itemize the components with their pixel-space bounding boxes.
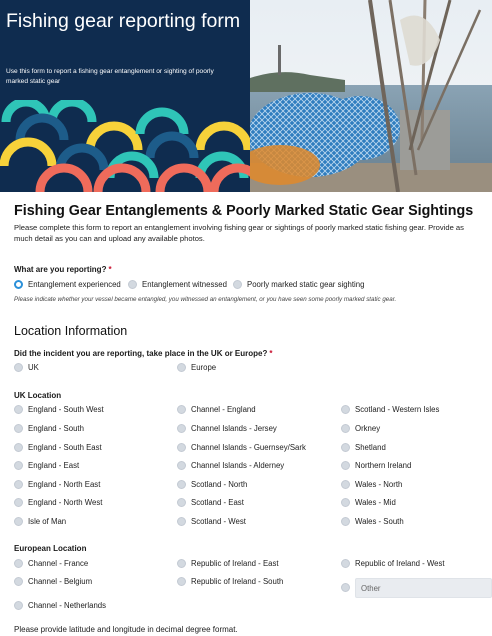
radio-icon bbox=[341, 498, 350, 507]
radio-uk-location[interactable] bbox=[341, 424, 380, 433]
radio-icon bbox=[177, 363, 186, 372]
header-banner bbox=[0, 0, 492, 192]
radio-uk-location[interactable] bbox=[14, 480, 100, 489]
radio-icon bbox=[177, 443, 186, 452]
option-label: Scotland - East bbox=[191, 498, 244, 507]
option-label: England - South East bbox=[28, 443, 102, 452]
radio-icon bbox=[341, 424, 350, 433]
radio-uk-location[interactable] bbox=[341, 480, 402, 489]
radio-icon bbox=[341, 517, 350, 526]
radio-uk-location[interactable] bbox=[14, 424, 84, 433]
radio-eu-other[interactable] bbox=[341, 583, 355, 592]
option-label: Wales - Mid bbox=[355, 498, 396, 507]
radio-region-uk[interactable] bbox=[14, 363, 39, 372]
radio-uk-location[interactable] bbox=[177, 443, 306, 452]
location-section-title: Location Information bbox=[14, 324, 128, 338]
radio-icon bbox=[341, 461, 350, 470]
option-label: UK bbox=[28, 363, 39, 372]
radio-icon bbox=[128, 280, 137, 289]
radio-icon bbox=[177, 424, 186, 433]
radio-icon bbox=[14, 480, 23, 489]
radio-icon bbox=[14, 424, 23, 433]
option-label: Northern Ireland bbox=[355, 461, 412, 470]
option-label: Channel Islands - Guernsey/Sark bbox=[191, 443, 306, 452]
uk-location-title: UK Location bbox=[14, 391, 62, 400]
radio-icon bbox=[177, 577, 186, 586]
option-label: Wales - South bbox=[355, 517, 404, 526]
radio-icon bbox=[14, 517, 23, 526]
banner-title: Fishing gear reporting form bbox=[6, 10, 241, 32]
radio-icon bbox=[14, 577, 23, 586]
radio-icon bbox=[177, 498, 186, 507]
radio-uk-location[interactable] bbox=[14, 405, 104, 414]
required-marker: * bbox=[108, 265, 112, 274]
option-label: Channel Islands - Alderney bbox=[191, 461, 285, 470]
radio-uk-location[interactable] bbox=[177, 461, 284, 470]
radio-region-europe[interactable] bbox=[177, 363, 216, 372]
radio-icon bbox=[14, 601, 23, 610]
region-question bbox=[14, 349, 273, 358]
option-label: Isle of Man bbox=[28, 517, 67, 526]
radio-icon bbox=[177, 480, 186, 489]
radio-uk-location[interactable] bbox=[14, 517, 66, 526]
radio-uk-location[interactable] bbox=[341, 498, 396, 507]
radio-icon bbox=[341, 480, 350, 489]
radio-icon bbox=[14, 363, 23, 372]
radio-icon bbox=[14, 498, 23, 507]
option-label: England - South West bbox=[28, 405, 104, 414]
reporting-help-text: Please indicate whether your vessel became entangled, you witnessed an entanglement, or you have seen some poorly marked static gear. bbox=[14, 296, 397, 303]
option-label: Scotland - West bbox=[191, 517, 246, 526]
option-label: Orkney bbox=[355, 424, 381, 433]
radio-eu-location[interactable] bbox=[14, 601, 106, 610]
radio-eu-location[interactable] bbox=[177, 559, 279, 568]
radio-eu-location[interactable] bbox=[14, 577, 92, 586]
harbour-photo bbox=[250, 0, 492, 192]
reporting-question-label: What are you reporting? bbox=[14, 265, 107, 274]
radio-eu-location[interactable] bbox=[177, 577, 283, 586]
radio-uk-location[interactable] bbox=[14, 443, 102, 452]
option-label: Republic of Ireland - East bbox=[191, 559, 279, 568]
region-question-label: Did the incident you are reporting, take place in the UK or Europe? bbox=[14, 349, 268, 358]
reporting-question bbox=[14, 265, 112, 274]
option-label: England - North East bbox=[28, 480, 101, 489]
radio-uk-location[interactable] bbox=[177, 480, 247, 489]
required-marker: * bbox=[269, 349, 273, 358]
page-title: Fishing Gear Entanglements & Poorly Marked Static Gear Sightings bbox=[14, 203, 474, 219]
option-label: Republic of Ireland - West bbox=[355, 559, 445, 568]
option-label: Wales - North bbox=[355, 480, 403, 489]
radio-icon bbox=[177, 461, 186, 470]
radio-uk-location[interactable] bbox=[14, 498, 102, 507]
option-label: England - East bbox=[28, 461, 80, 470]
radio-eu-location[interactable] bbox=[14, 559, 88, 568]
radio-icon bbox=[14, 461, 23, 470]
radio-uk-location[interactable] bbox=[341, 517, 404, 526]
radio-icon bbox=[14, 405, 23, 414]
radio-uk-location[interactable] bbox=[177, 424, 277, 433]
option-label: Entanglement experienced bbox=[28, 280, 121, 289]
radio-uk-location[interactable] bbox=[341, 443, 386, 452]
option-label: England - South bbox=[28, 424, 84, 433]
europe-location-title: European Location bbox=[14, 544, 87, 553]
option-label: England - North West bbox=[28, 498, 103, 507]
option-label: Channel - France bbox=[28, 559, 89, 568]
radio-uk-location[interactable] bbox=[14, 461, 79, 470]
radio-uk-location[interactable] bbox=[177, 517, 246, 526]
radio-poorly-marked-gear[interactable] bbox=[233, 280, 364, 289]
radio-uk-location[interactable] bbox=[341, 461, 411, 470]
radio-uk-location[interactable] bbox=[341, 405, 439, 414]
radio-entanglement-witnessed[interactable] bbox=[128, 280, 227, 289]
option-label: Channel - England bbox=[191, 405, 256, 414]
wave-pattern bbox=[0, 100, 260, 192]
radio-icon bbox=[341, 405, 350, 414]
other-location-input[interactable] bbox=[355, 578, 492, 598]
option-label: Scotland - Western Isles bbox=[355, 405, 440, 414]
radio-icon bbox=[14, 559, 23, 568]
banner-panel bbox=[0, 0, 260, 192]
radio-uk-location[interactable] bbox=[177, 498, 244, 507]
radio-icon bbox=[233, 280, 242, 289]
option-label: Channel - Belgium bbox=[28, 577, 93, 586]
option-label: Shetland bbox=[355, 443, 386, 452]
radio-icon bbox=[341, 583, 350, 592]
radio-icon bbox=[177, 517, 186, 526]
option-label: Republic of Ireland - South bbox=[191, 577, 284, 586]
latlong-instruction: Please provide latitude and longitude in decimal degree format. bbox=[14, 625, 238, 634]
radio-selected-icon bbox=[14, 280, 23, 289]
radio-icon bbox=[177, 559, 186, 568]
option-label: Entanglement witnessed bbox=[142, 280, 227, 289]
option-label: Scotland - North bbox=[191, 480, 248, 489]
radio-icon bbox=[177, 405, 186, 414]
option-label: Channel Islands - Jersey bbox=[191, 424, 277, 433]
option-label: Channel - Netherlands bbox=[28, 601, 107, 610]
radio-icon bbox=[14, 443, 23, 452]
option-label: Europe bbox=[191, 363, 217, 372]
radio-icon bbox=[341, 559, 350, 568]
radio-icon bbox=[341, 443, 350, 452]
radio-uk-location[interactable] bbox=[177, 405, 256, 414]
banner-subtitle: Use this form to report a fishing gear entanglement or sighting of poorly marked static gear bbox=[6, 68, 214, 85]
radio-entanglement-experienced[interactable] bbox=[14, 280, 121, 289]
intro-text: Please complete this form to report an entanglement involving fishing gear or sightings of poorly marked static fishing gear. Provide as much detail as you can and upload any available photos. bbox=[14, 223, 464, 243]
radio-eu-location[interactable] bbox=[341, 559, 445, 568]
option-label: Poorly marked static gear sighting bbox=[247, 280, 365, 289]
